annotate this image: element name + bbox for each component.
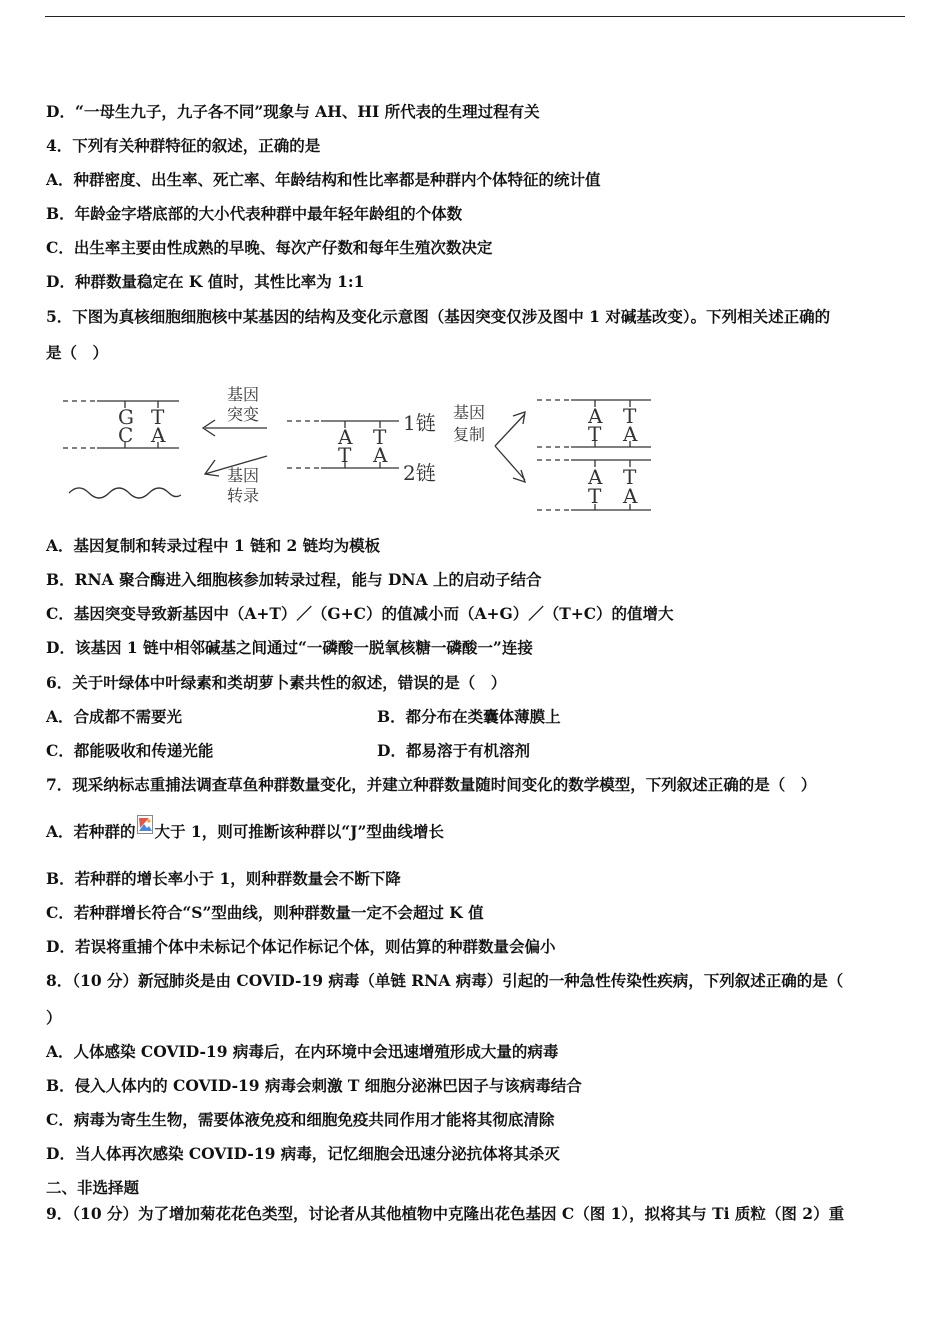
left-bot-base-2: A <box>151 423 166 447</box>
mid-bot-base-1: T <box>338 443 352 467</box>
replication-arrow-down <box>495 446 525 480</box>
q7-stem: 7．现采纳标志重捕法调查草鱼种群数量变化，并建立种群数量随时间变化的数学模型，下列叙述正确的是（ ） <box>46 775 817 794</box>
q8-option-a: A．人体感染 COVID-19 病毒后，在内环境中会迅速增殖形成大量的病毒 <box>46 1042 559 1061</box>
mid-top-base-1: A <box>338 425 353 449</box>
q6-stem: 6．关于叶绿体中叶绿素和类胡萝卜素共性的叙述，错误的是（ ） <box>46 673 507 692</box>
right2-top-base-1: A <box>588 465 603 489</box>
chain-1-label: 1链 <box>403 411 436 435</box>
mutation-label-line1: 基因 <box>227 385 260 404</box>
q7-option-c: C．若种群增长符合“S”型曲线，则种群数量一定不会超过 K 值 <box>46 903 484 922</box>
mutation-label-line2: 突变 <box>227 405 260 424</box>
broken-image-icon <box>137 815 154 835</box>
q8-stem-line2: ） <box>46 1008 62 1027</box>
q5-stem-line1: 5．下图为真核细胞细胞核中某基因的结构及变化示意图（基因突变仅涉及图中 1 对碱基改变）。下列相关述正确的 <box>46 307 831 326</box>
right2-bot-base-1: T <box>588 484 602 508</box>
q7-option-a-post: 大于 1，则可推断该种群以“J”型曲线增长 <box>154 822 444 841</box>
q4-option-a: A．种群密度、出生率、死亡率、年龄结构和性比率都是种群内个体特征的统计值 <box>46 170 601 189</box>
q8-option-d: D．当人体再次感染 COVID-19 病毒，记忆细胞会迅速分泌抗体将其杀灭 <box>46 1144 560 1163</box>
transcription-label-line1: 基因 <box>227 466 260 485</box>
q6-option-a: A．合成都不需要光 <box>46 707 183 726</box>
section-2-heading: 二、非选择题 <box>46 1178 140 1197</box>
q4-option-c: C．出生率主要由性成熟的早晚、每次产仔数和每年生殖次数决定 <box>46 238 493 257</box>
right1-bot-base-1: T <box>588 422 602 446</box>
replication-arrowhead-down <box>513 470 525 482</box>
q5-stem-line2: 是（ ） <box>46 343 109 362</box>
q5-option-b: B．RNA 聚合酶进入细胞核参加转录过程，能与 DNA 上的启动子结合 <box>46 570 542 589</box>
q5-option-a: A．基因复制和转录过程中 1 链和 2 链均为模板 <box>46 536 381 555</box>
q5-option-d: D．该基因 1 链中相邻碱基之间通过“一磷酸一脱氧核糖一磷酸一”连接 <box>46 638 533 657</box>
right1-top-base-1: A <box>588 404 603 428</box>
replication-arrowhead-up <box>513 412 525 424</box>
q6-option-d: D．都易溶于有机溶剂 <box>377 741 530 760</box>
q8-option-c: C．病毒为寄生生物，需要体液免疫和细胞免疫共同作用才能将其彻底清除 <box>46 1110 555 1129</box>
transcription-label-line2: 转录 <box>227 486 260 505</box>
q3-option-d: D．“一母生九子，九子各不同”现象与 AH、HI 所代表的生理过程有关 <box>46 102 540 121</box>
replication-label-line2: 复制 <box>453 425 486 444</box>
gene-diagram <box>55 378 665 520</box>
right2-top-base-2: T <box>623 465 637 489</box>
q5-option-c: C．基因突变导致新基因中（A+T）／（G+C）的值减小而（A+G）／（T+C）的值增大 <box>46 604 674 623</box>
chain-2-label: 2链 <box>403 461 436 485</box>
mid-top-base-2: T <box>373 425 387 449</box>
left-top-base-1: G <box>118 405 134 429</box>
q7-option-a-pre: A．若种群的 <box>46 822 136 841</box>
q7-option-b: B．若种群的增长率小于 1，则种群数量会不断下降 <box>46 869 401 888</box>
header-rule <box>45 16 905 17</box>
q9-stem: 9．（10 分）为了增加菊花花色类型，讨论者从其他植物中克隆出花色基因 C（图 1），拟将其与 Ti 质粒（图 2）重 <box>46 1204 845 1223</box>
q7-option-a <box>46 822 444 845</box>
mid-bot-base-2: A <box>373 443 388 467</box>
q6-option-c: C．都能吸收和传递光能 <box>46 741 214 760</box>
q8-option-b: B．侵入人体内的 COVID-19 病毒会刺激 T 细胞分泌淋巴因子与该病毒结合 <box>46 1076 582 1095</box>
q4-stem: 4．下列有关种群特征的叙述，正确的是 <box>46 136 321 155</box>
left-top-base-2: T <box>151 405 165 429</box>
replication-label-line1: 基因 <box>453 403 486 422</box>
right1-top-base-2: T <box>623 404 637 428</box>
right2-bot-base-2: A <box>623 484 638 508</box>
q4-option-d: D．种群数量稳定在 K 值时，其性比率为 1:1 <box>46 272 365 291</box>
q6-option-b: B．都分布在类囊体薄膜上 <box>377 707 561 726</box>
left-bot-base-1: C <box>118 423 134 447</box>
q8-stem-line1: 8．（10 分）新冠肺炎是由 COVID-19 病毒（单链 RNA 病毒）引起的一种急性传染性疾病，下列叙述正确的是（ <box>46 971 844 990</box>
replication-arrow-up <box>495 414 525 446</box>
q7-option-d: D．若误将重捕个体中未标记个体记作标记个体，则估算的种群数量会偏小 <box>46 937 556 956</box>
right1-bot-base-2: A <box>623 422 638 446</box>
q4-option-b: B．年龄金字塔底部的大小代表种群中最年轻年龄组的个体数 <box>46 204 463 223</box>
